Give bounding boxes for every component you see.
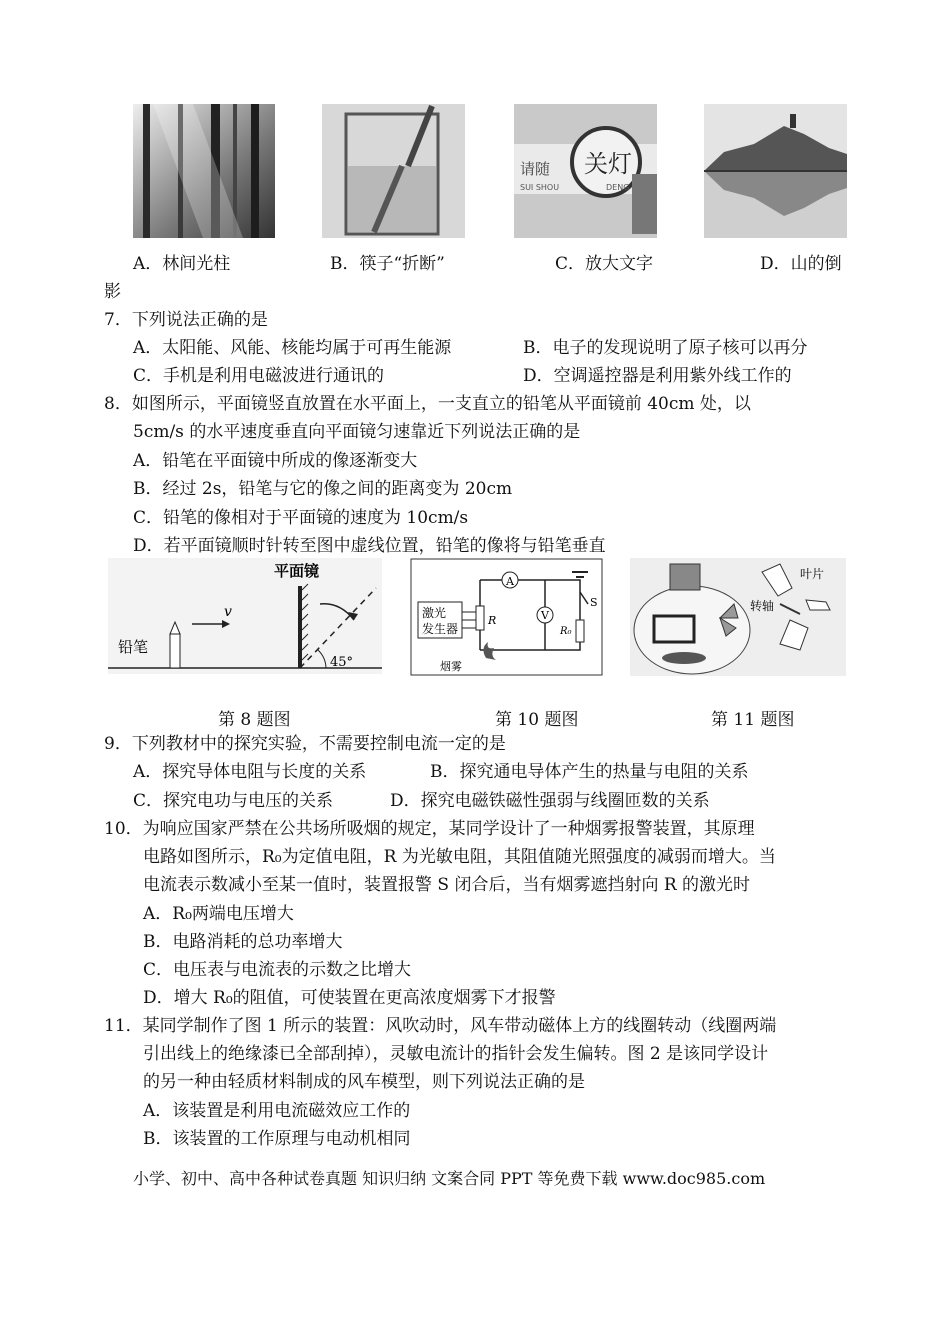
svg-text:请随: 请随 (520, 160, 551, 178)
q10-option-b: B．电路消耗的总功率增大 (143, 932, 343, 952)
svg-text:DENG: DENG (606, 183, 630, 192)
q10-stem-1: 10．为响应国家严禁在公共场所吸烟的规定，某同学设计了一种烟雾报警装置，其原理 (104, 819, 755, 839)
photo-mountain-reflection (704, 104, 847, 238)
photo-chopstick-beaker (322, 104, 465, 238)
svg-text:激光: 激光 (422, 606, 447, 620)
figure-11-windmill (630, 558, 846, 676)
q8-option-d: D．若平面镜顺时针转至图中虚线位置，铅笔的像将与铅笔垂直 (133, 536, 606, 556)
mirror-surface (298, 586, 302, 668)
photo-forest-light (133, 104, 275, 238)
svg-text:v: v (224, 604, 232, 620)
page-footer: 小学、初中、高中各种试卷真题 知识归纳 文案合同 PPT 等免费下载 www.doc985.com (133, 1169, 766, 1188)
svg-text:SUI SHOU: SUI SHOU (520, 183, 560, 192)
q11-stem-3: 的另一种由轻质材料制成的风车模型，则下列说法正确的是 (143, 1072, 585, 1092)
svg-text:V: V (541, 609, 549, 622)
caption-figure-8: 第 8 题图 (218, 710, 291, 730)
svg-text:S: S (590, 596, 598, 609)
q8-option-c: C．铅笔的像相对于平面镜的速度为 10cm/s (133, 508, 469, 528)
figure-8-mirror (108, 558, 382, 674)
q11-option-b: B．该装置的工作原理与电动机相同 (143, 1129, 411, 1149)
q7-stem: 7．下列说法正确的是 (104, 310, 268, 330)
photo-magnifier-text (514, 104, 657, 238)
q11-option-a: A．该装置是利用电流磁效应工作的 (143, 1101, 411, 1121)
figure-10-circuit (410, 558, 603, 676)
q8-stem-1: 8．如图所示，平面镜竖直放置在水平面上，一支直立的铅笔从平面镜前 40cm 处，以 (104, 394, 751, 414)
svg-text:关灯: 关灯 (584, 150, 632, 178)
q8-option-b: B．经过 2s，铅笔与它的像之间的距离变为 20cm (133, 479, 513, 499)
svg-text:转轴: 转轴 (750, 599, 775, 613)
q7-option-a: A．太阳能、风能、核能均属于可再生能源 (133, 338, 452, 358)
caption-figure-10: 第 10 题图 (495, 710, 579, 730)
q9-option-a: A．探究导体电阻与长度的关系 (133, 762, 367, 782)
q11-stem-2: 引出线上的绝缘漆已全部刮掉），灵敏电流计的指针会发生偏转。图 2 是该同学设计 (143, 1044, 769, 1064)
q10-option-a: A．R₀两端电压增大 (143, 904, 294, 924)
q10-option-d: D．增大 R₀的阻值，可使装置在更高浓度烟雾下才报警 (143, 988, 556, 1008)
q9-option-d: D．探究电磁铁磁性强弱与线圈匝数的关系 (390, 791, 710, 811)
q10-stem-3: 电流表示数减小至某一值时，装置报警 S 闭合后，当有烟雾遮挡射向 R 的激光时 (143, 875, 751, 895)
q9-stem: 9．下列教材中的探究实验，不需要控制电流一定的是 (104, 734, 506, 754)
svg-text:A: A (506, 575, 514, 588)
svg-text:平面镜: 平面镜 (274, 562, 320, 580)
q9-option-c: C．探究电功与电压的关系 (133, 791, 334, 811)
q6-wrap-text: 影 (104, 282, 121, 302)
svg-text:铅笔: 铅笔 (118, 638, 149, 656)
svg-text:烟雾: 烟雾 (440, 660, 462, 673)
svg-text:45°: 45° (330, 655, 354, 670)
svg-text:R: R (488, 614, 497, 627)
q7-option-b: B．电子的发现说明了原子核可以再分 (523, 338, 808, 358)
caption-figure-11: 第 11 题图 (711, 710, 795, 730)
q9-option-b: B．探究通电导体产生的热量与电阻的关系 (430, 762, 749, 782)
q8-stem-2: 5cm/s 的水平速度垂直向平面镜匀速靠近下列说法正确的是 (133, 422, 581, 442)
q8-option-a: A．铅笔在平面镜中所成的像逐渐变大 (133, 451, 418, 471)
q10-option-c: C．电压表与电流表的示数之比增大 (143, 960, 412, 980)
q11-stem-1: 11．某同学制作了图 1 所示的装置：风吹动时，风车带动磁体上方的线圈转动（线圈两端 (104, 1016, 777, 1036)
svg-text:发生器: 发生器 (422, 622, 459, 636)
q6-option-d: D．山的倒 (760, 254, 842, 274)
q10-stem-2: 电路如图所示，R₀为定值电阻，R 为光敏电阻，其阻值随光照强度的减弱而增大。当 (143, 847, 776, 867)
q6-option-a: A．林间光柱 (133, 254, 231, 274)
q6-option-b: B．筷子“折断” (330, 254, 445, 274)
svg-text:叶片: 叶片 (800, 567, 825, 581)
q7-option-d: D．空调遥控器是利用紫外线工作的 (523, 366, 792, 386)
q6-option-c: C．放大文字 (555, 254, 654, 274)
q7-option-c: C．手机是利用电磁波进行通讯的 (133, 366, 385, 386)
svg-text:R₀: R₀ (560, 626, 572, 637)
